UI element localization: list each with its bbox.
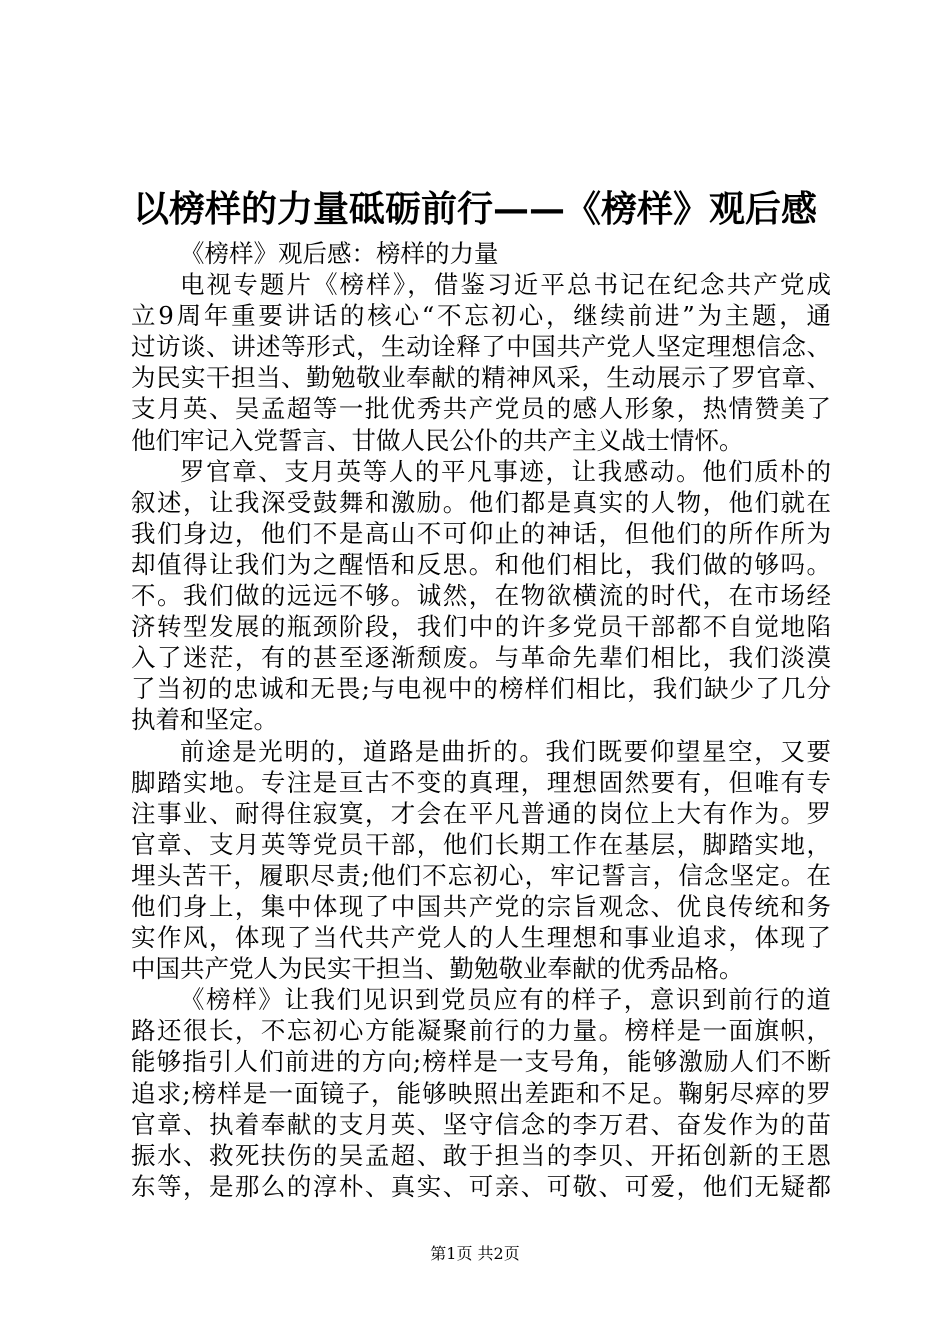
text-line: 电视专题片《榜样》，借鉴习近平总书记在纪念共产党成 xyxy=(180,270,831,300)
text-line: 支月英、吴孟超等一批优秀共产党员的感人形象，热情赞美了 xyxy=(131,394,831,424)
text-line: 追求;榜样是一面镜子，能够映照出差距和不足。鞠躬尽瘁的罗 xyxy=(131,1078,831,1108)
text-line: 《榜样》让我们见识到党员应有的样子，意识到前行的道 xyxy=(180,985,831,1015)
document-title: 以榜样的力量砥砺前行——《榜样》观后感 xyxy=(132,188,817,230)
text-line: 他们身上，集中体现了中国共产党的宗旨观念、优良传统和务 xyxy=(131,891,831,921)
text-line: 注事业、耐得住寂寞，才会在平凡普通的岗位上大有作为。罗 xyxy=(131,798,831,828)
text-line: 入了迷茫，有的甚至逐渐颓废。与革命先辈们相比，我们淡漠 xyxy=(131,643,831,673)
text-line: 路还很长，不忘初心方能凝聚前行的力量。榜样是一面旗帜， xyxy=(131,1016,831,1046)
text-line: 不。我们做的远远不够。诚然，在物欲横流的时代，在市场经 xyxy=(131,581,831,611)
text-line: 了当初的忠诚和无畏;与电视中的榜样们相比，我们缺少了几分 xyxy=(131,674,831,704)
text-line: 官章、支月英等党员干部，他们长期工作在基层，脚踏实地， xyxy=(131,829,831,859)
text-line: 脚踏实地。专注是亘古不变的真理，理想固然要有，但唯有专 xyxy=(131,767,831,797)
text-line: 执着和坚定。 xyxy=(131,705,278,735)
page-footer: 第1页 共2页 xyxy=(430,1244,520,1263)
text-line: 济转型发展的瓶颈阶段，我们中的许多党员干部都不自觉地陷 xyxy=(131,612,831,642)
text-line: 中国共产党人为民实干担当、勤勉敬业奉献的优秀品格。 xyxy=(131,954,744,984)
text-line: 埋头苦干，履职尽责;他们不忘初心，牢记誓言，信念坚定。在 xyxy=(131,860,831,890)
document-body xyxy=(131,238,831,1202)
text-line: 东等，是那么的淳朴、真实、可亲、可敬、可爱，他们无疑都 xyxy=(131,1171,831,1201)
text-line: 却值得让我们为之醒悟和反思。和他们相比，我们做的够吗。 xyxy=(131,549,831,579)
text-line: 振水、救死扶伤的吴孟超、敢于担当的李贝、开拓创新的王恩 xyxy=(131,1140,831,1170)
text-line: 前途是光明的，道路是曲折的。我们既要仰望星空，又要 xyxy=(180,736,831,766)
text-line: 他们牢记入党誓言、甘做人民公仆的共产主义战士情怀。 xyxy=(131,425,744,455)
text-line: 我们身边，他们不是高山不可仰止的神话，但他们的所作所为 xyxy=(131,518,831,548)
text-line: 立9周年重要讲话的核心“不忘初心，继续前进”为主题，通 xyxy=(131,301,831,331)
text-line: 罗官章、支月英等人的平凡事迹，让我感动。他们质朴的 xyxy=(180,456,831,486)
text-line: 实作风，体现了当代共产党人的人生理想和事业追求，体现了 xyxy=(131,923,831,953)
text-line: 叙述，让我深受鼓舞和激励。他们都是真实的人物，他们就在 xyxy=(131,487,831,517)
text-line: 为民实干担当、勤勉敬业奉献的精神风采，生动展示了罗官章、 xyxy=(131,363,831,393)
text-line: 官章、执着奉献的支月英、坚守信念的李万君、奋发作为的苗 xyxy=(131,1109,831,1139)
text-line: 过访谈、讲述等形式，生动诠释了中国共产党人坚定理想信念、 xyxy=(131,332,831,362)
text-line: 能够指引人们前进的方向;榜样是一支号角，能够激励人们不断 xyxy=(131,1047,831,1077)
text-line: 《榜样》观后感：榜样的力量 xyxy=(180,239,499,268)
